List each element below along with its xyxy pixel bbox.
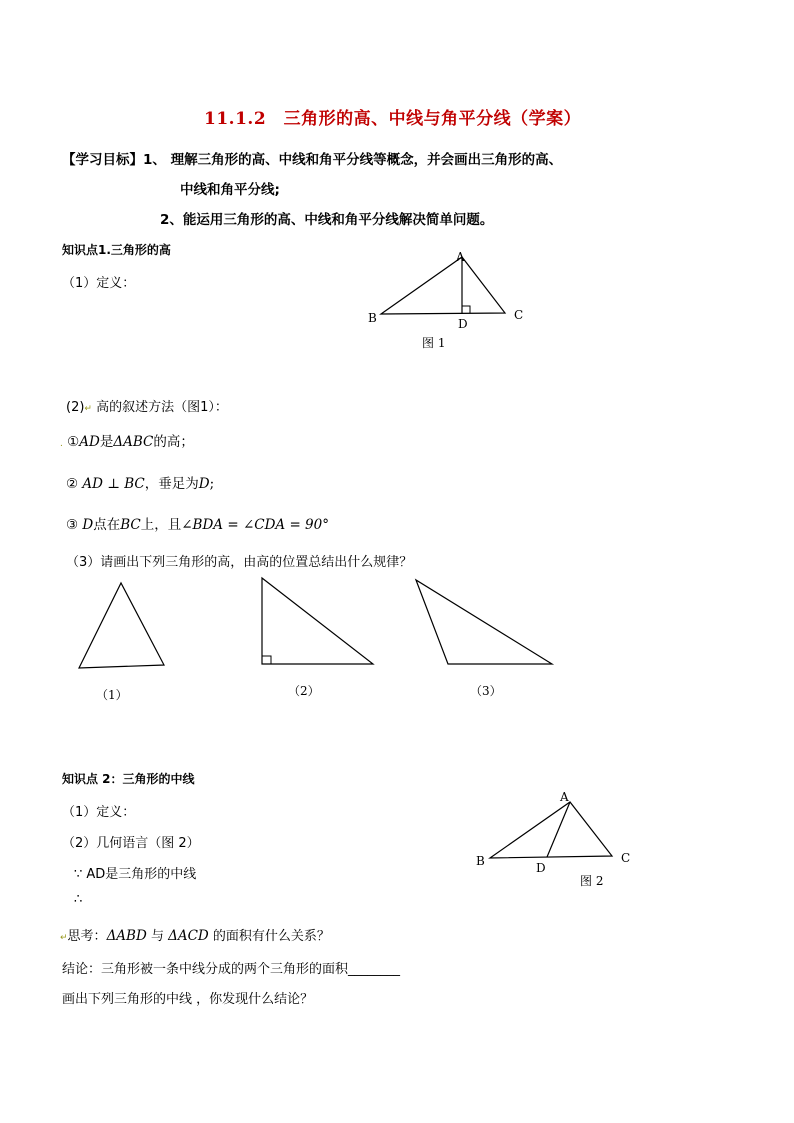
exercise-triangle-2 bbox=[258, 575, 378, 670]
section1-heading: 知识点1.三角形的高 bbox=[62, 243, 171, 257]
objective-1-continued: 中线和角平分线; bbox=[180, 182, 280, 198]
exercise-triangle-1 bbox=[76, 580, 171, 675]
section2-geometry: （2）几何语言（图 2） bbox=[62, 836, 200, 851]
section2-conclusion: 结论：三角形被一条中线分成的两个三角形的面积________ bbox=[62, 962, 401, 977]
stmt1-is: 是 bbox=[99, 434, 114, 450]
figure-2-caption: 图 2 bbox=[580, 874, 604, 888]
section2-definition: （1）定义： bbox=[62, 805, 136, 820]
objective-2-text: 2、能运用三角形的高、中线和角平分线解决简单问题。 bbox=[160, 212, 494, 228]
exercise-caption-2: （2） bbox=[288, 684, 320, 698]
section2-task: 画出下列三角形的中线 ，你发现什么结论？ bbox=[62, 992, 314, 1007]
exercise-2-right-angle-mark bbox=[262, 656, 271, 664]
figure-2-label-c: C bbox=[621, 851, 631, 865]
figure-2-triangle bbox=[490, 802, 612, 858]
think-end: 的面积有什么关系？ bbox=[208, 929, 330, 944]
figure-2-label-b: B bbox=[476, 854, 485, 868]
stmt3-eq: ∠BDA = ∠CDA = 90° bbox=[181, 517, 329, 533]
section2-therefore: ∴ bbox=[74, 892, 83, 907]
height-method-line bbox=[66, 396, 228, 415]
stmt1-end: 的高； bbox=[153, 434, 194, 450]
stmt2-end: ; bbox=[209, 476, 215, 492]
section1-question: （3）请画出下列三角形的高，由高的位置总结出什么规律？ bbox=[66, 555, 413, 570]
stmt2-expr: AD ⊥ BC bbox=[82, 476, 145, 492]
think-triangle-acd: ΔACD bbox=[168, 928, 209, 944]
height-method-number: (2) bbox=[66, 400, 85, 415]
section2-because: ∵ AD是三角形的中线 bbox=[74, 867, 197, 882]
figure-1 bbox=[360, 248, 540, 358]
think-triangle-abd: ΔABD bbox=[106, 928, 147, 944]
stmt1-triangle: ΔABC bbox=[113, 434, 154, 450]
think-mid: 与 bbox=[146, 929, 169, 944]
exercise-caption-1: （1） bbox=[96, 688, 128, 702]
stmt3-bc: BC bbox=[120, 517, 141, 533]
think-prefix: 思考： bbox=[67, 929, 107, 944]
stmt2-mid: ，垂足为 bbox=[144, 476, 199, 492]
section2-heading: 知识点 2：三角形的中线 bbox=[62, 772, 195, 786]
figure-2-label-d: D bbox=[536, 861, 546, 875]
height-statement-2 bbox=[66, 472, 214, 492]
format-mark-icon: ↵ bbox=[84, 404, 92, 414]
exercise-caption-3: （3） bbox=[470, 684, 502, 698]
figure-1-caption: 图 1 bbox=[422, 336, 446, 350]
stmt3-num: ③ bbox=[66, 517, 79, 533]
height-statement-1 bbox=[60, 430, 194, 450]
figure-1-right-angle-mark bbox=[462, 306, 470, 313]
bullet-dot-icon: . bbox=[60, 439, 63, 449]
stmt2-num: ② bbox=[66, 476, 79, 492]
figure-1-label-c: C bbox=[514, 308, 524, 322]
figure-1-label-b: B bbox=[368, 311, 377, 325]
stmt2-d: D bbox=[198, 476, 210, 492]
section2-think bbox=[60, 925, 330, 944]
figure-1-triangle bbox=[381, 257, 505, 314]
stmt3-d: D bbox=[82, 517, 94, 533]
figure-2-label-a: A bbox=[560, 790, 569, 804]
objective-1-text: 1、 理解三角形的高、中线和角平分线等概念，并会画出三角形的高、 bbox=[143, 152, 563, 168]
format-mark-icon: ↵ bbox=[60, 933, 68, 943]
exercise-triangle-3 bbox=[413, 577, 558, 669]
objectives-line-1 bbox=[62, 148, 562, 168]
figure-1-label-a: A bbox=[456, 250, 465, 264]
height-statement-3 bbox=[66, 513, 329, 533]
stmt3-on: 点在 bbox=[93, 517, 121, 533]
height-method-text: 高的叙述方法（图1）： bbox=[96, 400, 228, 415]
figure-1-label-d: D bbox=[458, 317, 468, 331]
objectives-heading: 【学习目标】 bbox=[62, 152, 143, 168]
page-title: 11.1.2 三角形的高、中线与角平分线（学案） bbox=[204, 109, 582, 129]
figure-2 bbox=[472, 788, 642, 893]
stmt1-num: ① bbox=[67, 434, 80, 450]
stmt1-ad: AD bbox=[79, 434, 100, 450]
stmt3-rest: 上，且 bbox=[140, 517, 182, 533]
section1-definition: （1）定义： bbox=[62, 276, 136, 291]
